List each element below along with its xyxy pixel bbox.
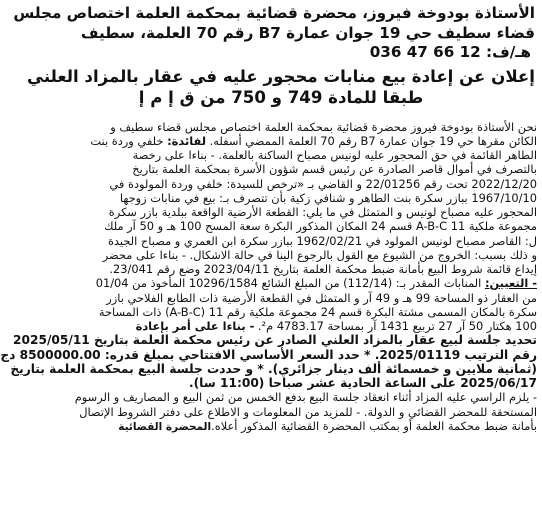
bailiff-header — [13, 4, 537, 63]
body-text-segment: 100 هكتار 50 آر 27 تربيع 1431 آر بمساحة 4783.17 م². — [257, 319, 537, 333]
signature: المحضرة القضائية — [118, 420, 212, 433]
header-phone — [25, 43, 535, 63]
notice-body — [0, 119, 537, 435]
body-line: ل: القاصر مصباح لونيس المولود في 1962/02/21 ببازر سكرة ابن العمري و مصباح الجيدة — [107, 233, 537, 248]
body-line: و ذلك بسبب: الخروج من الشيوع مع القول بالرجوع الينا في حالة الاشكال. - بناءا على محضر — [102, 247, 537, 262]
body-line: بالتصرف في أموال قاصر الصادرة عن رئيس قسم شؤون الأسرة بمحكمة العلمة بتاريخ — [132, 162, 537, 177]
body-line: المحجور عليه مصباح لونيس و المتمثل في ما يلي: القطعة الأرضية الواقعة ببلدية بازر سكرة — [108, 205, 537, 219]
body-line — [25, 419, 537, 434]
body-line: المستحقة للمحضر القضائي و الدولة. - للمزيد من المعلومات و الاطلاع على دفتر الشروط الإتصال — [79, 404, 537, 419]
body-line: من العقار ذو المساحة 99 هـ و 49 آر و المتمثل في القطعة الأرضية ذات الطابع الفلاحي بازر — [106, 290, 537, 305]
body-line: إيداع قائمة شروط البيع بأمانة ضبط محكمة العلمة بتاريخ 2023/04/11 وضع رقم 23/041. — [109, 262, 537, 276]
body-text-segment: خلفي وردة بنت — [90, 133, 164, 148]
phone-number: 036 47 66 12 — [369, 43, 481, 61]
body-text-segment: - بناءا على أمر بإعادة — [135, 319, 255, 333]
body-text-segment: المنابات المقدر بـ: (112/14) من المبلغ الشائع 10296/1584 المأخوذ من 01/04 — [95, 276, 482, 291]
notice-title — [25, 66, 537, 108]
header-line-2: قضاء سطيف حي 19 جوان عمارة B7 رقم 70 العلمة، سطيف — [80, 23, 535, 42]
phone-prefix: هـ/ف: — [486, 43, 531, 61]
body-line — [25, 276, 537, 290]
body-text-segment: الكائن مقرها حي 19 جوان عمارة B7 رقم 70 العلمة الممضي أسفله. — [209, 133, 537, 148]
body-line: مجموعة ملكية 11 A-B-C قسم 24 المكان المذكور البكرة سعة المسح 100 هـ و 50 آر ملك — [104, 219, 537, 234]
body-line: الطاهر القائمة في حق المحجور عليه لونيس مصباح الساكنة بالعلمة. - بناءا على رخصة — [132, 148, 537, 162]
header-line-1: الأستاذة بودوخة فيروز، محضرة قضائية بمحكمة العلمة اختصاص مجلس — [13, 4, 535, 22]
body-line: 1967/10/10 ببازر سكرة بنت الطاهر و شنافي زكية بأن تتصرف بـ: بيع في منابات زوجها — [119, 190, 537, 205]
body-line: سكرة بالمكان المسمى مشتة البكرة قسم 24 مجموعة ملكية رقم 11 (A-B-C) ذات المساحة — [98, 304, 537, 319]
body-line — [25, 134, 537, 148]
body-line — [25, 319, 537, 333]
body-line: 2025/06/17 على الساعة الحادية عشر صباحا (11:00 سا). — [188, 376, 537, 390]
body-line: (ثمانية ملايين و خمسمائة ألف دينار جزائري). * و حددت جلسة البيع بمحكمة العلمة بتاريخ — [10, 361, 537, 376]
body-line: - يلزم الراسي عليه المزاد أثناء انعقاد جلسة البيع بدفع الخمس من ثمن البيع و المصاريف و الرسوم — [74, 390, 537, 405]
body-line: رقم الترتيب 2025/01119. * حدد السعر الأساسي الافتتاحي بمبلغ قدره: 8500000.00 دج — [0, 347, 537, 362]
body-line: 2022/12/20 تحت رقم 22/01256 و القاضي بـ «ترخص للسيدة: خلفي وردة المولودة في — [109, 176, 537, 191]
body-line: تحديد جلسة لبيع عقار بالمزاد العلني الصادر عن رئيس محكمة العلمة بتاريخ 2025/05/11 — [13, 333, 537, 348]
designation-label: - التعيين: — [484, 276, 537, 291]
body-line: نحن الأستاذة بودوخة فيروز محضرة قضائية بمحكمة العلمة اختصاص مجلس قضاء سطيف و — [110, 119, 537, 134]
title-line-1: إعلان عن إعادة بيع منابات محجور عليه في عقار بالمزاد العلني — [27, 66, 535, 86]
body-text-segment: بأمانة ضبط محكمة العلمة أو بمكتب المحضرة القضائية المذكور أعلاه. — [211, 418, 537, 433]
title-line-2: طبقا للمادة 749 و 750 من ق إ م إ — [138, 87, 424, 107]
beneficiary-label: لفائدة: — [167, 133, 207, 148]
